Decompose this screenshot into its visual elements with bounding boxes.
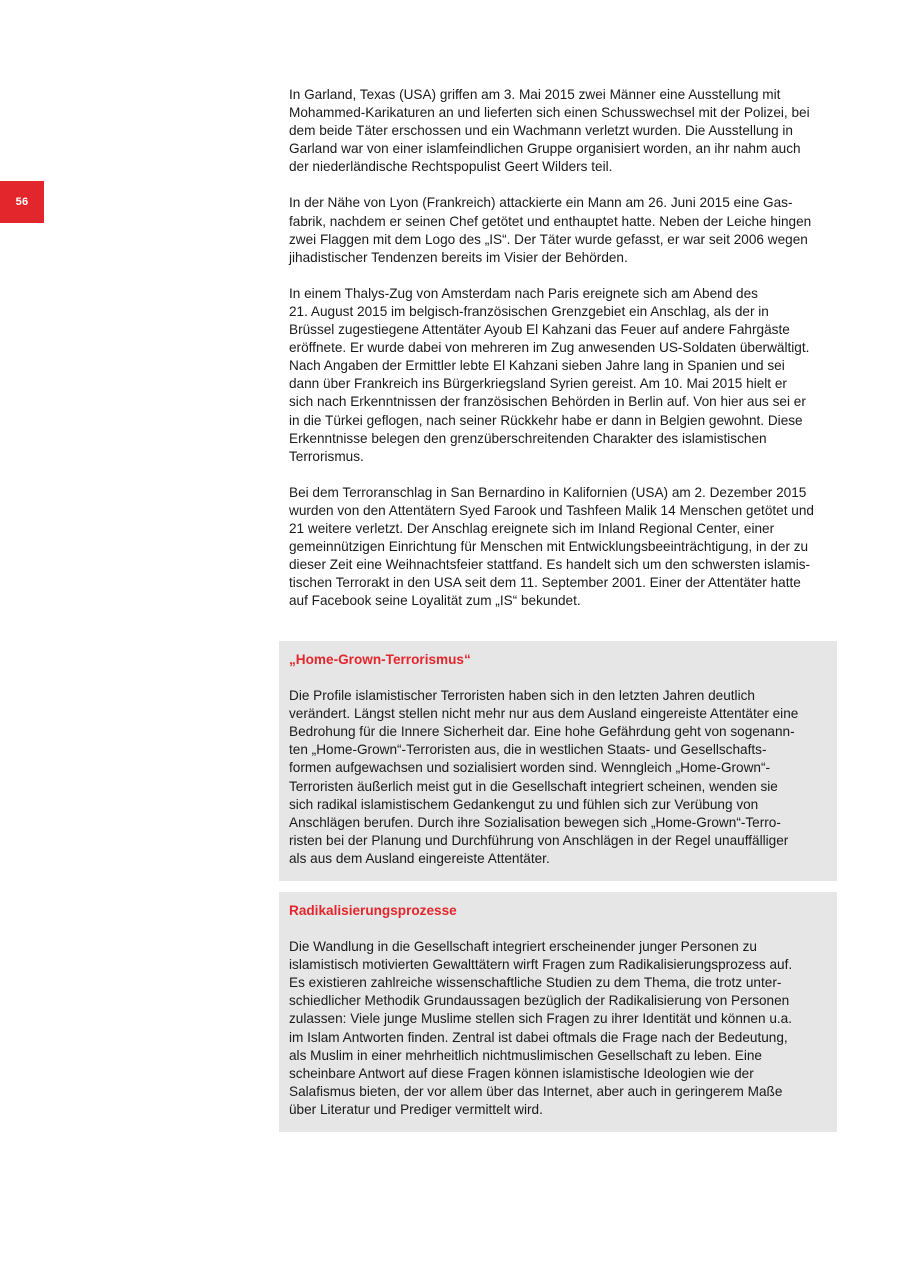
main-text bbox=[289, 86, 835, 628]
paragraph-thalys: In einem Thalys-Zug von Amsterdam nach Paris ereignete sich am Abend des 21. August 2015 im belgisch-französischen Grenzgebiet ein Anschlag, als der in Brüssel zugestiegene Attentäter Ayoub El Kahzani das Feuer auf andere Fahrgäste eröffnete. Er wurde dabei von mehreren im Zug anwesenden US-Soldaten überwältigt. Nach Angaben der Ermittler lebte El Kahzani sieben Jahre lang in Spanien und sei dann über Frankreich ins Bürgerkriegsland Syrien gereist. Am 10. Mai 2015 hielt er sich nach Erkenntnissen der französischen Behörden in Berlin auf. Von hier aus sei er in die Türkei geflogen, nach seiner Rückkehr habe er dann in Belgien gewohnt. Diese Erkenntnisse belegen den grenzüberschreitenden Charakter des islamistischen Terrorismus. bbox=[289, 285, 810, 464]
paragraph-san-bernardino: Bei dem Terroranschlag in San Bernardino in Kalifornien (USA) am 2. Dezember 2015 wurden von den Attentätern Syed Farook und Tashfeen Malik 14 Menschen getötet und 21 weitere verletzt. Der Anschlag ereignete sich im Inland Regional Center, einer gemeinnützigen Einrichtung für Menschen mit Entwicklungsbeeinträchtigung, in der zu dieser Zeit eine Weihnachtsfeier stattfand. Es handelt sich um den schwersten islamis- tischen Terrorakt in den USA seit dem 11. September 2001. Einer der Attentäter hatte auf Facebook seine Loyalität zum „IS“ bekundet. bbox=[289, 484, 814, 609]
info-box-title: „Home-Grown-Terrorismus“ bbox=[289, 652, 471, 667]
info-box-title: Radikalisierungsprozesse bbox=[289, 903, 457, 918]
paragraph-garland: In Garland, Texas (USA) griffen am 3. Mai 2015 zwei Männer eine Ausstellung mit Mohammed-Karikaturen an und lieferten sich einen Schusswechsel mit der Polizei, bei dem beide Täter erschossen und ein Wachmann verletzt wurden. Die Ausstellung in Garland war von einer islamfeindlichen Gruppe organisiert worden, an ihr nahm auch der niederländische Rechtspopulist Geert Wilders teil. bbox=[289, 87, 810, 175]
info-box-text: Die Profile islamistischer Terroristen haben sich in den letzten Jahren deutlich verändert. Längst stellen nicht mehr nur aus dem Ausland eingereiste Attentäter eine Bedrohung für die Innere Sicherheit dar. Eine hohe Gefährdung geht von sogenann- ten „Home-Grown“-Terroristen aus, die in westlichen Staats- und Gesellschafts- formen aufgewachsen und sozialisiert worden sind. Wenngleich „Home-Grown“- Terroristen äußerlich meist gut in die Gesellschaft integriert scheinen, wenden sie sich radikal islamistischem Gedankengut zu und fühlen sich zur Verübung von Anschlägen berufen. Durch ihre Sozialisation bewegen sich „Home-Grown“-Terro- risten bei der Planung und Durchführung von Anschlägen in der Regel unauffälliger als aus dem Ausland eingereiste Attentäter. bbox=[289, 688, 799, 866]
paragraph-lyon: In der Nähe von Lyon (Frankreich) attackierte ein Mann am 26. Juni 2015 eine Gas- fabrik, nachdem er seinen Chef getötet und enthauptet hatte. Neben der Leiche hingen zwei Flaggen mit dem Logo des „IS“. Der Täter wurde gefasst, er war seit 2006 wegen jihadistischer Tendenzen bereits im Visier der Behörden. bbox=[289, 195, 812, 265]
page-number: 56 bbox=[15, 196, 29, 208]
info-box-home-grown bbox=[279, 641, 837, 881]
info-box-radicalization bbox=[279, 892, 837, 1132]
page-number-tab bbox=[0, 181, 44, 223]
info-box-text: Die Wandlung in die Gesellschaft integriert erscheinender junger Personen zu islamistisch motivierten Gewalttätern wirft Fragen zum Radikalisierungsprozess auf. Es existieren zahlreiche wissenschaftliche Studien zu dem Thema, die trotz unter- schiedlicher Methodik Grundaussagen bezüglich der Radikalisierung von Personen zulassen: Viele junge Muslime stellen sich Fragen zu ihrer Identität und können u.a. im Islam Antworten finden. Zentral ist dabei oftmals die Frage nach der Bedeutung, als Muslim in einer mehrheitlich nichtmuslimischen Gesellschaft zu leben. Eine scheinbare Antwort auf diese Fragen können islamistische Ideologien wie der Salafismus bieten, der vor allem über das Internet, aber auch in geringerem Maße über Literatur und Prediger vermittelt wird. bbox=[289, 939, 793, 1117]
